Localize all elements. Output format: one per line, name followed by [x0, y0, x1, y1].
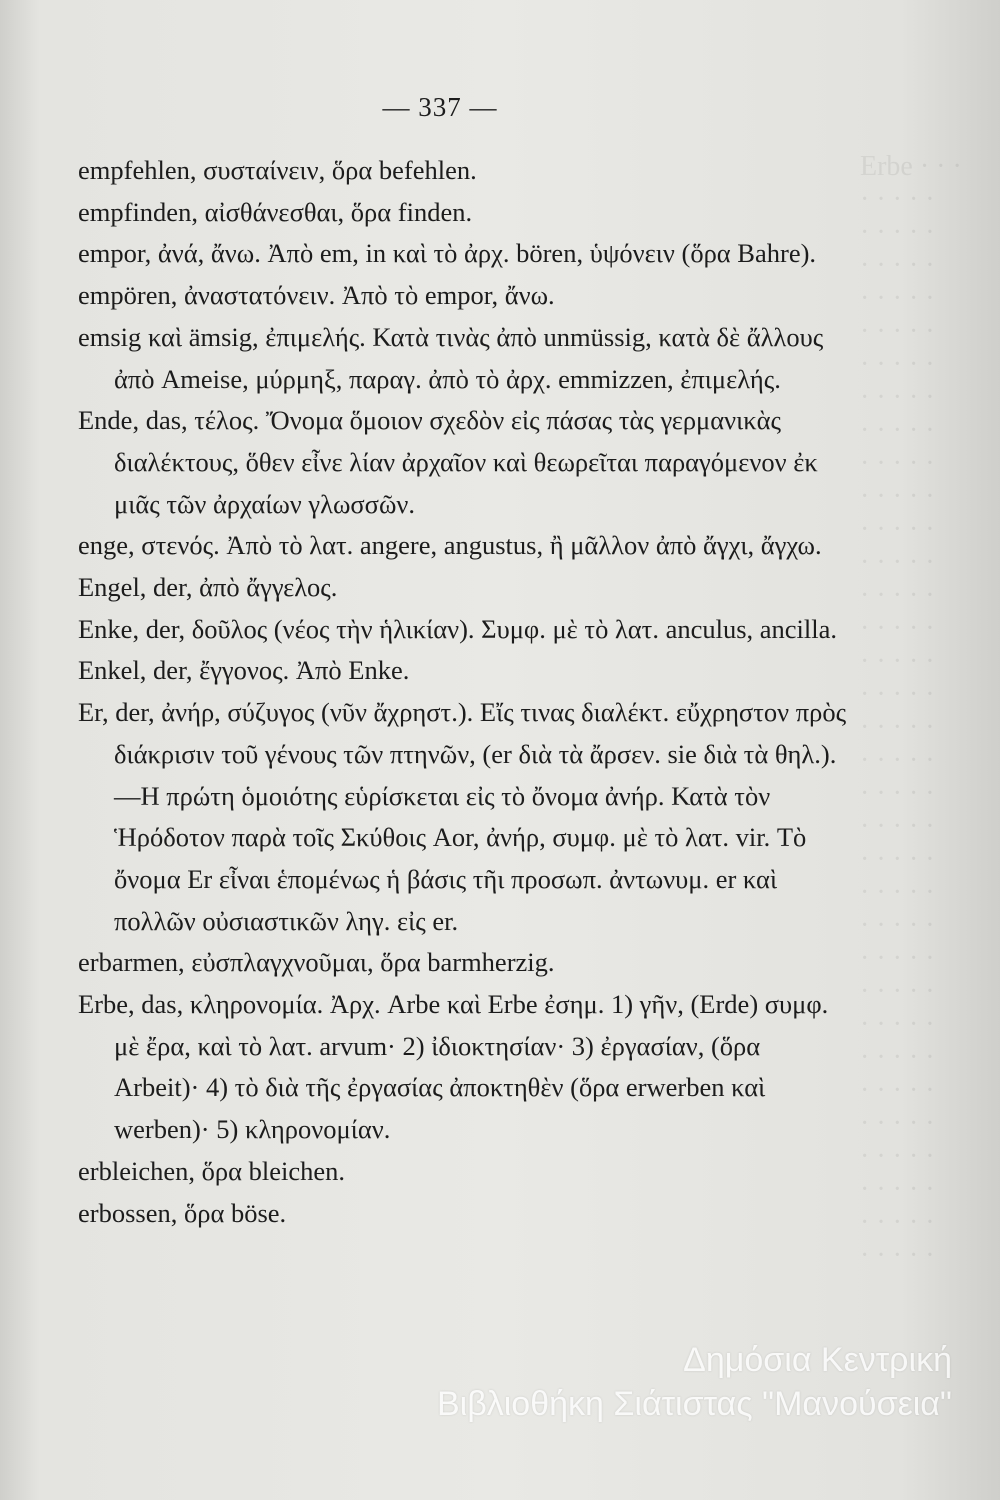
dictionary-entry [78, 275, 848, 317]
dictionary-entry [78, 525, 848, 567]
entry-headword: erbleichen, [78, 1155, 195, 1186]
entry-headword: erbarmen, [78, 947, 185, 978]
entry-definition: αἰσθάνεσθαι, ὅρα finden. [197, 196, 473, 227]
entry-definition: τέλος. Ὄνομα ὅμοιον σχεδὸν εἰς πάσας τὰς γερμανικὰς διαλέκτους, ὅθεν εἶνε λίαν ἀρχαῖον καὶ θεωρεῖται παραγόμενον ἐκ μιᾶς τῶν ἀρχαίων γλωσσῶν. [114, 405, 818, 519]
entry-definition: ἀνήρ, σύζυγος (νῦν ἄχρηστ.). Εἴς τινας διαλέκτ. εὔχρηστον πρὸς διάκρισιν τοῦ γένους τῶν πτηνῶν, (er διὰ τὰ ἄρσεν. sie διὰ τὰ θηλ.).—Η πρώτη ὁμοιότης εὑρίσκεται εἰς τὸ ὄνομα ἀνήρ. Κατὰ τὸν Ἡρόδοτον παρὰ τοῖς Σκύθοις Aor, ἀνήρ, συμφ. μὲ τὸ λατ. vir. Τὸ ὄνομα Er εἶναι ἑπομένως ἡ βάσις τῆι προσωπ. ἀντωνυμ. er καὶ πολλῶν οὐσιαστικῶν ληγ. εἰς er. [114, 697, 847, 936]
entry-headword: erbossen, [78, 1197, 178, 1228]
entry-headword: Erbe, das, [78, 989, 184, 1020]
library-watermark [437, 1338, 952, 1426]
entry-headword: empfinden, [78, 196, 198, 227]
entry-definition: ἀπὸ ἄγγελος. [192, 572, 338, 603]
entry-definition: εὐσπλαγχνοῦμαι, ὅρα barmherzig. [184, 947, 555, 978]
show-through-text: Erbe · · · · · · · · · · · · · · · · · · · · · · · · · · · · · · · · · · · · · · · · · · · · · · · · · · · · · · · · · · · · · · · · · · · · · · · · · · · · · · · · · · · · · · · · · · · · · · · · · · · · · · · · · · · · · · · · · · · · · · · · · · · · · · · · · · · · · · · · · · · · · · · · · · · · · · · · · · · · · · · · · · · · · · · · [860, 151, 962, 1271]
entry-definition: ἀναστατόνειν. Ἀπὸ τὸ empor, ἄνω. [177, 280, 555, 311]
entry-headword: Ende, das, [78, 405, 188, 436]
entry-headword: empor, [78, 238, 152, 269]
entry-headword: Enkel, der, [78, 655, 193, 686]
entry-definition: συσταίνειν, ὅρα befehlen. [196, 155, 477, 185]
watermark-line-2: Βιβλιοθήκη Σιάτιστας "Μανούσεια" [436, 1385, 952, 1423]
dictionary-entry [78, 1193, 848, 1235]
dictionary-entry [78, 609, 848, 651]
watermark-line-1: Δημόσια Κεντρική [683, 1341, 952, 1379]
dictionary-entry [78, 984, 848, 1151]
dictionary-entry [78, 400, 848, 525]
entry-headword: Er, der, [78, 697, 155, 728]
dictionary-entry [78, 1151, 848, 1193]
dictionary-entry [78, 567, 848, 609]
entry-headword: empören, [78, 280, 178, 311]
entry-definition: ὅρα bleichen. [194, 1155, 345, 1186]
dictionary-entry [78, 192, 848, 234]
entry-headword: empfehlen, [78, 155, 197, 185]
entry-definition: ἀνά, ἄνω. Ἀπὸ em, in καὶ τὸ ἀρχ. bören, ὑψόνειν (ὅρα Bahre). [151, 238, 817, 269]
entry-definition: κληρονομία. Ἀρχ. Arbe καὶ Erbe ἐσημ. 1) γῆν, (Erde) συμφ. μὲ ἔρα, καὶ τὸ λατ. arvum· 2) ἰδιοκτησίαν· 3) ἐργασίαν, (ὅρα Arbeit)· 4) τὸ διὰ τῆς ἐργασίας ἀποκτηθὲν (ὅρα erwerben καὶ werben)· 5) κληρονομίαν. [114, 989, 829, 1145]
dictionary-entry [78, 233, 848, 275]
entry-definition: ὅρα böse. [177, 1197, 287, 1228]
entry-definition: ἔγγονος. Ἀπὸ Enke. [192, 655, 410, 686]
entry-headword: Enke, der, [78, 613, 186, 644]
dictionary-entry [78, 317, 848, 400]
dictionary-entry [78, 942, 848, 984]
entry-headword: Engel, der, [78, 572, 193, 603]
entry-headword: emsig [78, 321, 142, 352]
dictionary-entry [78, 650, 848, 692]
dictionary-entry [78, 692, 848, 942]
entry-definition: δοῦλος (νέος τὴν ἡλικίαν). Συμφ. μὲ τὸ λατ. anculus, ancilla. [185, 613, 838, 644]
dictionary-entry [78, 150, 848, 192]
dictionary-entries [78, 150, 848, 1234]
page-number: — 337 — [382, 92, 498, 122]
entry-definition: καὶ ämsig, ἐπιμελής. Κατὰ τινὰς ἀπὸ unmüssig, κατὰ δὲ ἄλλους ἀπὸ Ameise, μύρμηξ, παραγ. ἀπὸ τὸ ἀρχ. emmizzen, ἐπιμελής. [114, 321, 824, 394]
entry-definition: στενός. Ἀπὸ τὸ λατ. angere, angustus, ἢ μᾶλλον ἀπὸ ἄγχι, ἄγχω. [134, 530, 822, 561]
entry-headword: enge, [78, 530, 135, 561]
